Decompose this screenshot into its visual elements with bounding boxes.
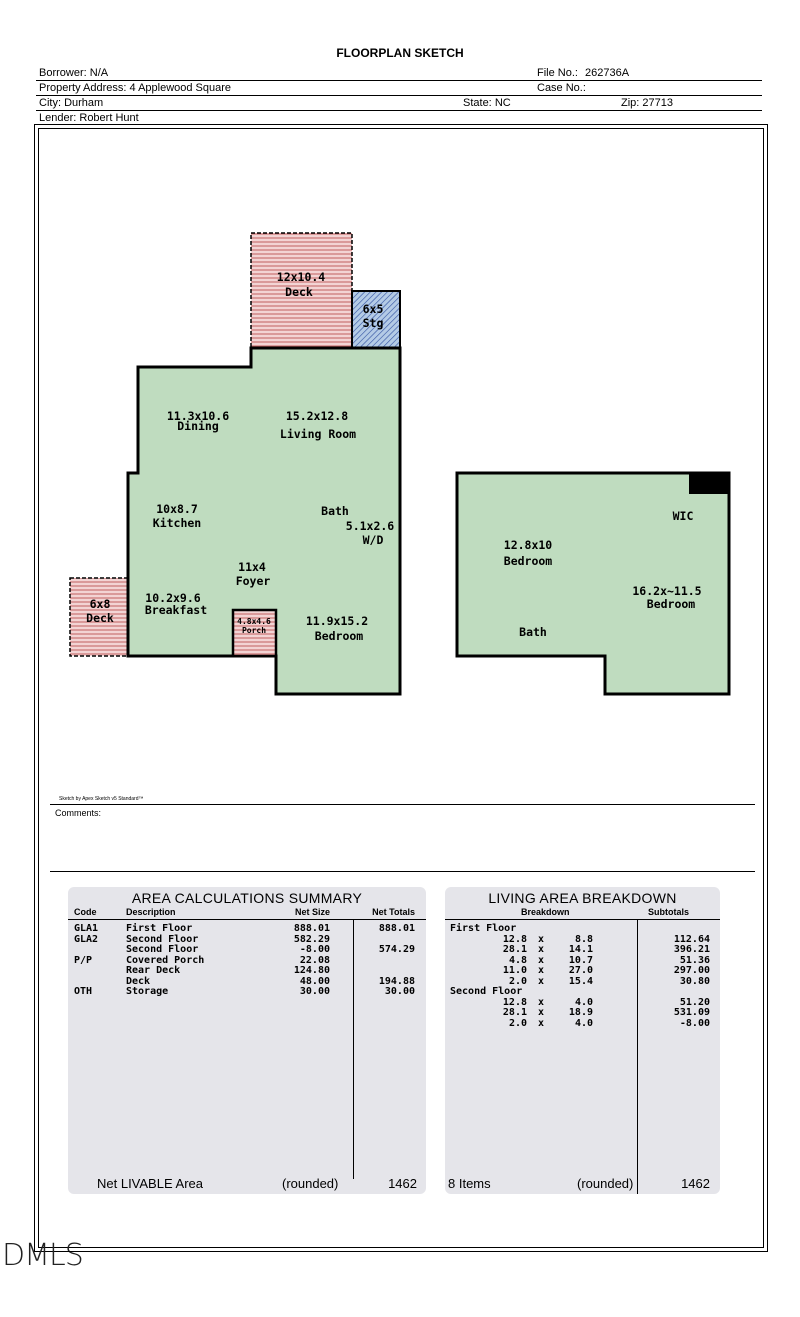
borrower-value: N/A bbox=[89, 67, 109, 79]
table-cell-desc: Second Floor bbox=[126, 933, 199, 945]
foyer-dim: 11x4 bbox=[238, 560, 266, 574]
living-breakdown-rows bbox=[445, 924, 720, 1029]
group-label: First Floor bbox=[450, 923, 517, 934]
table-cell-code: OTH bbox=[74, 986, 93, 997]
table-cell-x: x bbox=[538, 975, 545, 987]
table-cell-size: 48.00 bbox=[299, 975, 330, 987]
table-cell-desc: Deck bbox=[126, 975, 151, 987]
table-cell-size: 30.00 bbox=[299, 986, 330, 997]
bedroom3-dim: 16.2x~11.5 bbox=[632, 584, 702, 598]
table-cell-a: 11.0 bbox=[502, 965, 527, 976]
file-no-label: File No.: bbox=[537, 67, 578, 79]
bedroom2-dim: 12.8x10 bbox=[503, 538, 553, 552]
table-row bbox=[445, 1008, 720, 1019]
dining-name: Dining bbox=[177, 419, 219, 433]
col-description: Description bbox=[126, 907, 176, 917]
breakfast-name: Breakfast bbox=[144, 603, 208, 617]
case-no-label: Case No.: bbox=[537, 82, 586, 94]
living-dim: 15.2x12.8 bbox=[285, 409, 349, 423]
table-cell-size: 22.08 bbox=[299, 954, 330, 966]
table-row bbox=[445, 966, 720, 977]
table-cell-desc: Rear Deck bbox=[126, 965, 181, 976]
table-cell-a: 4.8 bbox=[508, 954, 527, 966]
net-livable-rounded: (rounded) bbox=[282, 1176, 339, 1191]
area-summary-rows bbox=[68, 924, 426, 998]
header-rule bbox=[68, 919, 426, 920]
table-cell-b: 8.8 bbox=[574, 933, 593, 945]
table-cell-a: 2.0 bbox=[508, 1017, 527, 1029]
table-cell-a: 12.8 bbox=[502, 996, 527, 1008]
table-cell-b: 10.7 bbox=[568, 954, 593, 966]
table-cell-total: 30.00 bbox=[384, 986, 415, 997]
wd-dim: 5.1x2.6 bbox=[345, 519, 395, 533]
col-code: Code bbox=[74, 907, 97, 917]
bath2-name: Bath bbox=[519, 625, 547, 639]
table-cell-code: P/P bbox=[74, 954, 93, 966]
comments-label: Comments: bbox=[55, 808, 102, 818]
file-no-value: 262736A bbox=[585, 67, 630, 79]
deck-top-dim: 12x10.4 bbox=[276, 270, 326, 284]
porch-name: Porch bbox=[241, 626, 267, 635]
zip-label: Zip: bbox=[621, 97, 640, 109]
table-cell-sub: 531.09 bbox=[673, 1007, 710, 1018]
table-cell-x: x bbox=[538, 1007, 545, 1018]
state-label: State: bbox=[463, 97, 492, 109]
col-subtotals: Subtotals bbox=[648, 907, 690, 917]
col-net-totals: Net Totals bbox=[372, 907, 415, 917]
table-row bbox=[68, 956, 426, 967]
wic-name: WIC bbox=[672, 509, 694, 523]
bath1-name: Bath bbox=[321, 504, 349, 518]
table-cell-sub: 51.36 bbox=[679, 954, 710, 966]
table-cell-size: 582.29 bbox=[293, 933, 330, 945]
dining-dim: 11.3x10.6 bbox=[166, 409, 230, 423]
logo-rule bbox=[62, 1251, 768, 1252]
col-breakdown: Breakdown bbox=[521, 907, 570, 917]
table-row bbox=[68, 977, 426, 988]
lender-value: Robert Hunt bbox=[79, 112, 139, 124]
table-cell-sub: 112.64 bbox=[673, 933, 710, 945]
kitchen-dim: 10x8.7 bbox=[156, 502, 198, 516]
deck-top-name: Deck bbox=[285, 285, 313, 299]
table-cell-size: -8.00 bbox=[299, 944, 330, 955]
table-cell-x: x bbox=[538, 944, 545, 955]
table-cell-b: 15.4 bbox=[568, 975, 593, 987]
breakfast-dim: 10.2x9.6 bbox=[145, 591, 201, 605]
table-row bbox=[445, 924, 720, 935]
wd-name: W/D bbox=[362, 533, 384, 547]
table-row bbox=[68, 935, 426, 946]
net-livable-value: 1462 bbox=[388, 1176, 417, 1191]
bedroom3-name: Bedroom bbox=[646, 597, 696, 611]
foyer-name: Foyer bbox=[235, 574, 271, 588]
table-cell-x: x bbox=[538, 996, 545, 1008]
col-net-size: Net Size bbox=[294, 907, 330, 917]
city-value: Durham bbox=[64, 97, 104, 109]
group-label: Second Floor bbox=[450, 986, 523, 997]
deck-left-dim: 6x8 bbox=[89, 597, 111, 611]
table-cell-desc: Covered Porch bbox=[126, 954, 205, 966]
table-cell-b: 18.9 bbox=[568, 1007, 593, 1018]
header-rule bbox=[445, 919, 720, 920]
table-cell-sub: 30.80 bbox=[679, 975, 710, 987]
storage-dim: 6x5 bbox=[362, 302, 384, 316]
table-cell-b: 4.0 bbox=[574, 1017, 593, 1029]
divider bbox=[50, 804, 755, 805]
table-cell-code: GLA1 bbox=[74, 923, 99, 934]
bedroom2-name: Bedroom bbox=[503, 554, 553, 568]
table-cell-size: 124.80 bbox=[293, 965, 330, 976]
bedroom1-dim: 11.9x15.2 bbox=[305, 614, 369, 628]
table-row bbox=[445, 987, 720, 998]
table-row bbox=[68, 987, 426, 998]
kitchen-name: Kitchen bbox=[152, 516, 202, 530]
net-livable-label: Net LIVABLE Area bbox=[97, 1176, 203, 1191]
page-title: FLOORPLAN SKETCH bbox=[336, 46, 464, 60]
wic-block bbox=[689, 473, 729, 494]
area-summary-title: AREA CALCULATIONS SUMMARY bbox=[131, 890, 363, 906]
deck-left-name: Deck bbox=[86, 611, 114, 625]
city-label: City: bbox=[39, 97, 61, 109]
table-cell-b: 14.1 bbox=[568, 944, 593, 955]
table-cell-sub: 297.00 bbox=[673, 965, 710, 976]
table-cell-total: 574.29 bbox=[378, 944, 415, 955]
table-cell-size: 888.01 bbox=[293, 923, 330, 934]
lender-label: Lender: bbox=[39, 112, 77, 124]
table-cell-code: GLA2 bbox=[74, 933, 99, 945]
table-cell-sub: 51.20 bbox=[679, 996, 710, 1008]
mls-logo: DMLS bbox=[2, 1238, 83, 1273]
living-name: Living Room bbox=[279, 427, 357, 441]
table-cell-x: x bbox=[538, 965, 545, 976]
address-value: 4 Applewood Square bbox=[129, 82, 232, 94]
table-cell-a: 28.1 bbox=[502, 944, 527, 955]
area-summary-panel bbox=[68, 887, 426, 1194]
table-cell-sub: -8.00 bbox=[679, 1017, 710, 1029]
items-count: 8 Items bbox=[448, 1176, 491, 1191]
table-cell-a: 28.1 bbox=[502, 1007, 527, 1018]
zip-value: 27713 bbox=[642, 97, 673, 109]
storage-name: Stg bbox=[362, 316, 384, 330]
living-breakdown-title: LIVING AREA BREAKDOWN bbox=[488, 890, 677, 906]
table-cell-desc: Second Floor bbox=[126, 944, 199, 955]
table-row bbox=[68, 924, 426, 935]
breakdown-value: 1462 bbox=[681, 1176, 710, 1191]
state-value: NC bbox=[494, 97, 511, 109]
table-cell-x: x bbox=[538, 933, 545, 945]
table-row bbox=[445, 1019, 720, 1030]
divider bbox=[50, 871, 755, 872]
table-cell-b: 27.0 bbox=[568, 965, 593, 976]
table-row bbox=[68, 966, 426, 977]
table-row bbox=[68, 945, 426, 956]
table-cell-total: 194.88 bbox=[378, 975, 415, 987]
table-cell-desc: Storage bbox=[126, 986, 169, 997]
bedroom1-name: Bedroom bbox=[314, 629, 364, 643]
borrower-label: Borrower: bbox=[39, 67, 87, 79]
porch-dim: 4.8x4.6 bbox=[237, 617, 271, 626]
table-cell-x: x bbox=[538, 1017, 545, 1029]
table-row bbox=[445, 945, 720, 956]
table-cell-total: 888.01 bbox=[378, 923, 415, 934]
breakdown-rounded: (rounded) bbox=[577, 1176, 634, 1191]
address-label: Property Address: bbox=[39, 82, 127, 94]
sketch-credit: Sketch by Apex Sketch v5 Standard™ bbox=[59, 796, 144, 802]
table-cell-a: 2.0 bbox=[508, 975, 527, 987]
table-cell-x: x bbox=[538, 954, 545, 966]
table-cell-desc: First Floor bbox=[126, 923, 193, 934]
table-cell-a: 12.8 bbox=[502, 933, 527, 945]
table-cell-sub: 396.21 bbox=[673, 944, 710, 955]
living-breakdown-panel bbox=[445, 887, 720, 1194]
table-cell-b: 4.0 bbox=[574, 996, 593, 1008]
